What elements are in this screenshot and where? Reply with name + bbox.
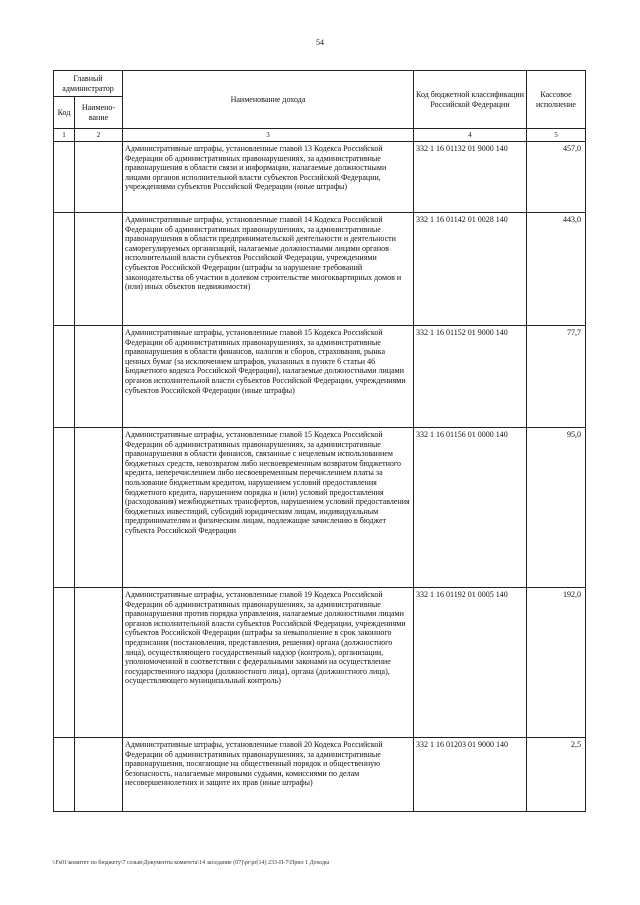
- cell-code: [54, 142, 75, 213]
- kbk-code: 332 1 16 01132 01 9000 140: [414, 142, 527, 213]
- cash-amount: 443,0: [527, 213, 586, 326]
- header-income-name: Наименование дохода: [123, 71, 414, 129]
- cell-code: [54, 588, 75, 738]
- cell-admin-name: [75, 588, 123, 738]
- cell-admin-name: [75, 326, 123, 428]
- income-name: Административные штрафы, установленные главой 19 Кодекса Российской Федерации об административных правонарушениях, за административные правонарушения против порядка управления, налагаемые должностными лицами органов исполнительной власти субъектов Российской Федерации, учреждениями субъектов Российской Федерации (штрафы за невыполнение в срок законного предписания (постановления, представления, решения) органа (должностного лица), осуществляющего государственный надзор (контроль), организации, уполномоченной в соответствии с федеральными законами на осуществление государственного надзора (должностного лица), органа (должностного лица), осуществляющего муниципальный контроль): [123, 588, 414, 738]
- table-row: [54, 213, 586, 326]
- income-name: Административные штрафы, установленные главой 13 Кодекса Российской Федерации об административных правонарушениях, за административные правонарушения в области связи и информации, налагаемые должностными лицами органов исполнительной власти субъектов Российской Федерации, учреждениями субъектов Российской Федерации (иные штрафы): [123, 142, 414, 213]
- table-row: [54, 588, 586, 738]
- table-row: [54, 326, 586, 428]
- table-row: [54, 428, 586, 588]
- kbk-code: 332 1 16 01156 01 0000 140: [414, 428, 527, 588]
- cell-code: [54, 213, 75, 326]
- cash-amount: 457,0: [527, 142, 586, 213]
- kbk-code: 332 1 16 01192 01 0005 140: [414, 588, 527, 738]
- column-number: 3: [123, 129, 414, 142]
- income-name: Административные штрафы, установленные главой 15 Кодекса Российской Федерации об административных правонарушениях, за административные правонарушения в области финансов, налогов и сборов, страхования, рынка ценных бумаг (за исключением штрафов, указанных в пункте 6 статьи 46 Бюджетного кодекса Российской Федерации), налагаемые должностными лицами органов исполнительной власти субъектов Российской Федерации, учреждениями субъектов Российской Федерации (иные штрафы): [123, 326, 414, 428]
- cash-amount: 77,7: [527, 326, 586, 428]
- table-row: [54, 738, 586, 812]
- income-name: Административные штрафы, установленные главой 14 Кодекса Российской Федерации об административных правонарушениях, за административные правонарушения в области предпринимательской деятельности и деятельности саморегулируемых организаций, налагаемые должностными лицами органов исполнительной власти субъектов Российской Федерации, учреждениями субъектов Российской Федерации (штрафы за нарушение требований законодательства об участии в долевом строительстве многоквартирных домов и (или) иных объектов недвижимости): [123, 213, 414, 326]
- cell-code: [54, 326, 75, 428]
- cash-amount: 192,0: [527, 588, 586, 738]
- header-cash: Кассовое исполнение: [527, 71, 586, 129]
- table-row: [54, 142, 586, 213]
- header-name-short: Наимено-вание: [75, 97, 123, 129]
- cell-admin-name: [75, 213, 123, 326]
- income-name: Административные штрафы, установленные главой 15 Кодекса Российской Федерации об административных правонарушениях, за административные правонарушения в области финансов, связанные с нецелевым использованием бюджетных средств, невозвратом либо несвоевременным возвратом бюджетного кредита, неперечислением либо несвоевременным перечислением платы за пользование бюджетным кредитом, нарушением условий предоставления бюджетного кредита, нарушением порядка и (или) условий предоставления (расходования) межбюджетных трансфертов, нарушением условий предоставления бюджетных инвестиций, субсидий юридическим лицам, индивидуальным предпринимателям и физическим лицам, подлежащие зачислению в бюджет субъекта Российской Федерации: [123, 428, 414, 588]
- cell-admin-name: [75, 738, 123, 812]
- column-number: 5: [527, 129, 586, 142]
- column-number: 2: [75, 129, 123, 142]
- footer-file-path: \\Fs01\комитет по бюджету\7 созыв\Документы комитета\14 заседание (07)\pr\pr(14) 233-П-7\Прил 1 Доходы: [52, 860, 330, 866]
- kbk-code: 332 1 16 01203 01 9000 140: [414, 738, 527, 812]
- header-main-admin: Главный администратор: [54, 71, 123, 97]
- cell-admin-name: [75, 428, 123, 588]
- income-name: Административные штрафы, установленные главой 20 Кодекса Российской Федерации об административных правонарушениях, за административные правонарушения, посягающие на общественный порядок и общественную безопасность, налагаемые мировыми судьями, комиссиями по делам несовершеннолетних и защите их прав (иные штрафы): [123, 738, 414, 812]
- cash-amount: 95,0: [527, 428, 586, 588]
- revenue-table: [53, 70, 586, 812]
- column-number: 1: [54, 129, 75, 142]
- cell-code: [54, 738, 75, 812]
- header-kbk: Код бюджетной классификации Российской Федерации: [414, 71, 527, 129]
- kbk-code: 332 1 16 01152 01 9000 140: [414, 326, 527, 428]
- kbk-code: 332 1 16 01142 01 0028 140: [414, 213, 527, 326]
- page-number: 54: [316, 38, 324, 47]
- cell-admin-name: [75, 142, 123, 213]
- cash-amount: 2,5: [527, 738, 586, 812]
- column-number: 4: [414, 129, 527, 142]
- header-code: Код: [54, 97, 75, 129]
- cell-code: [54, 428, 75, 588]
